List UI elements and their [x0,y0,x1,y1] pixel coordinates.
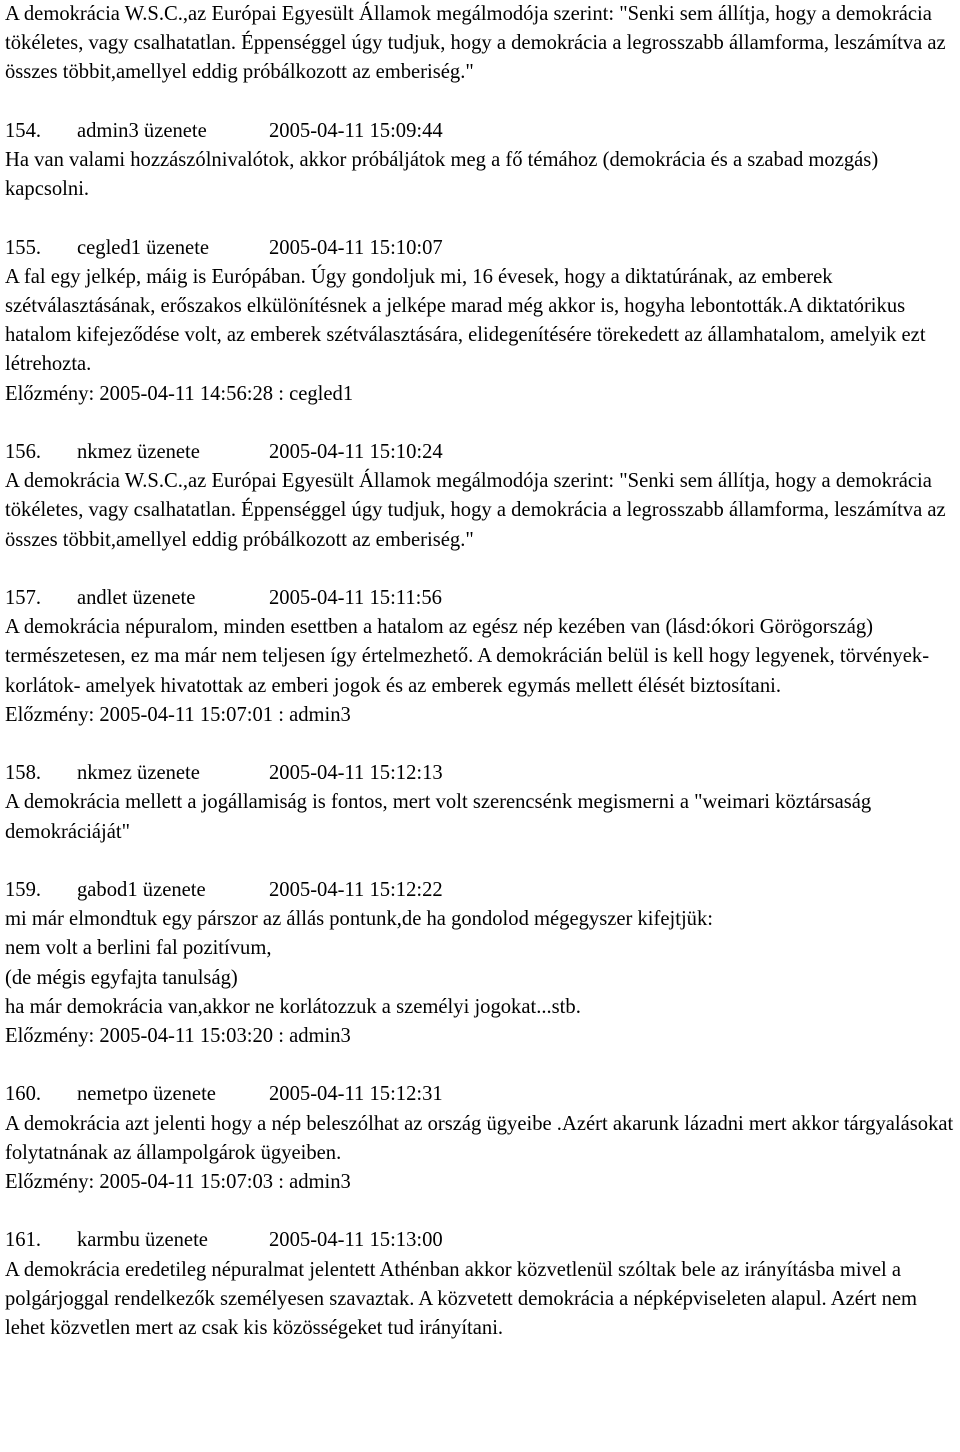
post-body-line: nem volt a berlini fal pozitívum, [5,937,272,960]
post-timestamp: 2005-04-11 15:11:56 [269,587,442,609]
post-body: A demokrácia W.S.C.,az Európai Egyesült Államok megálmodója szerint: "Senki sem állítja, hogy a demokrácia tökéletes, vagy csalhatatlan. Éppenséggel úgy tudjuk, hogy a demokrácia a legrosszabb államforma, leszámítva az összes többit,amellyel eddig próbálkozott az emberiség." [5,470,946,551]
post-author: admin3 üzenete [77,119,207,142]
post-timestamp: 2005-04-11 15:12:22 [269,879,443,901]
post-timestamp: 2005-04-11 15:12:31 [269,1083,443,1106]
post-number: 157. [5,587,42,609]
post-body: A fal egy jelkép, máig is Európában. Úgy gondoljuk mi, 16 évesek, hogy a diktatúrának, az emberek szétválasztásának, erőszakos elkülönítésnek a jelképe marad még akkor is, hogyha lebontották.A diktatórikus hatalom kifejeződése volt, az emberek szétválasztására, elidegenítésére törekedett az államhatalom, amelyik ezt létrehozta. [5,265,926,376]
post-number: 161. [5,1229,42,1252]
post-body: A demokrácia népuralom, minden esettben a hatalom az egész nép kezében van (lásd:ókori Görögország) természetesen, ez ma már nem teljesen így értelmezhető. A demokrácián belül is kell hogy legyenek, törvények-korlátok- amelyek hivatottak az emberi jogok és az emberek egymás mellett élését biztosítani. [5,616,930,697]
post-author: gabod1 üzenete [77,879,206,901]
post-author: andlet üzenete [77,587,196,609]
post-body: Ha van valami hozzászólnivalótok, akkor próbáljátok meg a fő témához (demokrácia és a szabad mozgás) kapcsolni. [5,149,879,201]
post-number: 159. [5,879,42,901]
post-timestamp: 2005-04-11 15:12:13 [269,762,443,785]
post-159 [5,876,954,1051]
post-timestamp: 2005-04-11 15:09:44 [269,119,443,142]
post-body: A demokrácia eredetileg népuralmat jelentett Athénban akkor közvetlenül szóltak bele az irányításba mivel a polgárjoggal rendelkezők személyesen szavaztak. A közvetett demokrácia a népképviseleten alapul. Azért nem lehet közvetlen mert az csak kis közösségeket tud irányítani. [5,1258,918,1340]
post-number: 154. [5,119,42,142]
post-header [5,1080,954,1109]
post-header [5,759,954,788]
reply-reference[interactable]: Előzmény: 2005-04-11 15:07:03 : admin3 [5,1171,351,1194]
post-timestamp: 2005-04-11 15:13:00 [269,1229,443,1252]
reply-reference[interactable]: Előzmény: 2005-04-11 14:56:28 : cegled1 [5,382,354,405]
post-header [5,1226,954,1255]
post-header [5,117,954,146]
post-number: 158. [5,762,42,785]
post-158 [5,759,954,847]
post-header [5,234,954,263]
post-156 [5,438,954,555]
post-number: 155. [5,236,42,259]
post-author: cegled1 üzenete [77,236,210,259]
post-header [5,438,954,467]
post-number: 160. [5,1083,42,1106]
post-154 [5,117,954,205]
post-author: nkmez üzenete [77,441,200,463]
post-timestamp: 2005-04-11 15:10:24 [269,441,443,463]
post-header [5,876,954,905]
post-number: 156. [5,441,42,463]
post-timestamp: 2005-04-11 15:10:07 [269,236,443,259]
post-body-line: ha már demokrácia van,akkor ne korlátozzuk a személyi jogokat...stb. [5,995,581,1018]
post-header [5,584,954,613]
post-author: karmbu üzenete [77,1229,208,1252]
post-author: nemetpo üzenete [77,1083,216,1106]
post-body: A demokrácia azt jelenti hogy a nép beleszólhat az ország ügyeibe .Azért akarunk lázadni mert akkor tárgyalásokat folytatnának az állampolgárok ügyeiben. [5,1112,954,1164]
reply-reference[interactable]: Előzmény: 2005-04-11 15:07:01 : admin3 [5,703,351,726]
post-160 [5,1080,954,1197]
post-161 [5,1226,954,1343]
post-author: nkmez üzenete [77,762,200,785]
post-155 [5,234,954,409]
post-body-line: (de mégis egyfajta tanulság) [5,966,238,989]
post-body-line: mi már elmondtuk egy párszor az állás pontunk,de ha gondolod mégegyszer kifejtjük: [5,908,714,931]
reply-reference[interactable]: Előzmény: 2005-04-11 15:03:20 : admin3 [5,1025,351,1048]
post-157 [5,584,954,730]
continued-post [5,0,954,88]
post-body: A demokrácia W.S.C.,az Európai Egyesült Államok megálmodója szerint: "Senki sem állítja, hogy a demokrácia tökéletes, vagy csalhatatlan. Éppenséggel úgy tudjuk, hogy a demokrácia a legrosszabb államforma, leszámítva az összes többit,amellyel eddig próbálkozott az emberiség." [5,3,946,84]
post-body: A demokrácia mellett a jogállamiság is fontos, mert volt szerencsénk megismerni a "weimari köztársaság demokráciáját" [5,791,872,843]
